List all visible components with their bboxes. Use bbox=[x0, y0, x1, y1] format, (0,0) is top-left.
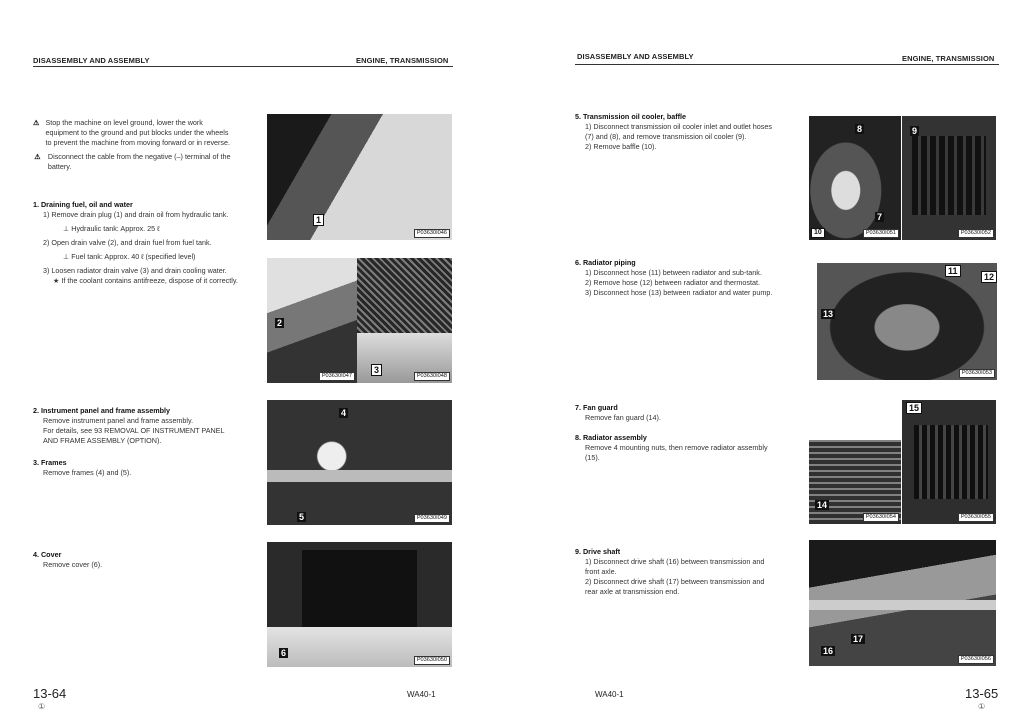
callout-label: 3 bbox=[371, 364, 382, 376]
photo-code: P03630I048 bbox=[414, 372, 450, 381]
step-item: 2) Disconnect drive shaft (17) between transmission and rear axle at transmission end. bbox=[585, 577, 765, 596]
left-header-rule bbox=[33, 66, 453, 67]
step-draining bbox=[33, 200, 238, 286]
step-text: Remove frames (4) and (5). bbox=[43, 468, 132, 477]
revision-mark: ① bbox=[978, 702, 986, 711]
photo-code: P03630I056 bbox=[958, 655, 994, 664]
callout-label: 4 bbox=[341, 408, 347, 418]
step-item: 1) Remove drain plug (1) and drain oil from hydraulic tank. bbox=[43, 210, 229, 219]
step-item: 2) Remove baffle (10). bbox=[585, 142, 657, 151]
callout-label: 1 bbox=[313, 214, 324, 226]
left-header-section: DISASSEMBLY AND ASSEMBLY bbox=[33, 56, 150, 65]
model-label: WA40-1 bbox=[595, 690, 624, 699]
step-title: 1. Draining fuel, oil and water bbox=[33, 200, 133, 209]
callout-label: 9 bbox=[912, 126, 918, 136]
step-oil-cooler bbox=[575, 112, 778, 152]
callout-label: 10 bbox=[811, 228, 825, 238]
capacity-hydraulic: ⊥ Hydraulic tank: Approx. 25 ℓ bbox=[63, 224, 160, 233]
capacity-fuel: ⊥ Fuel tank: Approx. 40 ℓ (specified level) bbox=[63, 252, 196, 261]
step-item: 1) Disconnect transmission oil cooler inlet and outlet hoses (7) and (8), and remove transmission oil cooler (9). bbox=[585, 122, 772, 141]
right-page bbox=[512, 0, 1024, 717]
callout-label: 5 bbox=[299, 512, 305, 522]
photo-oil-cooler bbox=[902, 116, 996, 240]
page-number: 13-64 bbox=[33, 686, 67, 701]
warning-battery: Disconnect the cable from the negative (–) terminal of the battery. bbox=[47, 152, 231, 171]
step-title: 4. Cover bbox=[33, 550, 62, 559]
warning-level-ground: Stop the machine on level ground, lower the work equipment to the ground and put blocks under the wheels to prevent the machine from moving forward or in reverse. bbox=[45, 118, 231, 147]
warning-icon: ⚠ bbox=[34, 152, 41, 161]
step-title: 8. Radiator assembly bbox=[575, 433, 647, 442]
photo-oil-cooler-hoses bbox=[809, 116, 901, 240]
step-title: 7. Fan guard bbox=[575, 403, 618, 412]
photo-radiator-piping bbox=[817, 263, 997, 380]
right-header-section: DISASSEMBLY AND ASSEMBLY bbox=[577, 52, 694, 61]
step-item: 3) Disconnect hose (13) between radiator and water pump. bbox=[585, 288, 773, 297]
step-text: Remove cover (6). bbox=[43, 560, 103, 569]
photo-code: P03630I049 bbox=[414, 514, 450, 523]
photo-code: P03630I054 bbox=[863, 513, 899, 522]
step-item: 2) Open drain valve (2), and drain fuel from fuel tank. bbox=[43, 238, 212, 247]
warning-block bbox=[33, 118, 233, 172]
callout-label: 7 bbox=[877, 212, 883, 222]
step-item: 1) Disconnect drive shaft (16) between transmission and front axle. bbox=[585, 557, 765, 576]
photo-code: P03630I050 bbox=[414, 656, 450, 665]
callout-label: 11 bbox=[945, 265, 961, 277]
photo-frames bbox=[267, 400, 452, 525]
step-text: Remove instrument panel and frame assembly. bbox=[43, 416, 194, 425]
callout-label: 13 bbox=[823, 309, 834, 319]
model-label: WA40-1 bbox=[407, 690, 436, 699]
step-fan-guard bbox=[575, 403, 778, 423]
callout-label: 14 bbox=[817, 500, 828, 510]
photo-code: P03630I046 bbox=[414, 229, 450, 238]
photo-code: P03630I055 bbox=[958, 513, 994, 522]
callout-label: 8 bbox=[857, 124, 863, 134]
photo-fuel-drain bbox=[267, 258, 357, 383]
photo-radiator-drain bbox=[357, 258, 452, 383]
step-item: 1) Disconnect hose (11) between radiator and sub-tank. bbox=[585, 268, 762, 277]
step-text: For details, see 93 REMOVAL OF INSTRUMENT PANEL AND FRAME ASSEMBLY (OPTION). bbox=[43, 426, 225, 445]
photo-hydraulic-drain bbox=[267, 114, 452, 240]
left-header-chapter: ENGINE, TRANSMISSION bbox=[356, 56, 449, 65]
right-header-rule bbox=[575, 64, 999, 65]
step-radiator-assembly bbox=[575, 433, 778, 463]
step-title: 3. Frames bbox=[33, 458, 67, 467]
step-frames bbox=[33, 458, 238, 478]
callout-label: 12 bbox=[981, 271, 997, 283]
step-drive-shaft bbox=[575, 547, 778, 597]
step-cover bbox=[33, 550, 238, 570]
callout-label: 6 bbox=[281, 648, 287, 658]
step-title: 9. Drive shaft bbox=[575, 547, 621, 556]
photo-radiator-assembly bbox=[902, 400, 996, 524]
callout-label: 16 bbox=[823, 646, 834, 656]
step-item: 2) Remove hose (12) between radiator and thermostat. bbox=[585, 278, 760, 287]
step-title: 5. Transmission oil cooler, baffle bbox=[575, 112, 687, 121]
revision-mark: ① bbox=[38, 702, 46, 711]
callout-label: 17 bbox=[853, 634, 864, 644]
callout-label: 15 bbox=[906, 402, 922, 414]
step-title: 6. Radiator piping bbox=[575, 258, 636, 267]
step-radiator-piping bbox=[575, 258, 778, 298]
drain-icon: ⊥ bbox=[63, 252, 70, 261]
photo-fan-guard bbox=[809, 440, 901, 524]
right-header-chapter: ENGINE, TRANSMISSION bbox=[902, 54, 995, 63]
photo-cover bbox=[267, 542, 452, 667]
photo-code: P03630I053 bbox=[959, 369, 995, 378]
step-note: ★ If the coolant contains antifreeze, dispose of it correctly. bbox=[53, 276, 238, 285]
callout-label: 2 bbox=[277, 318, 283, 328]
drain-icon: ⊥ bbox=[63, 224, 70, 233]
step-title: 2. Instrument panel and frame assembly bbox=[33, 406, 171, 415]
warning-icon: ⚠ bbox=[33, 118, 40, 127]
step-text: Remove fan guard (14). bbox=[585, 413, 661, 422]
page-number: 13-65 bbox=[965, 686, 999, 701]
photo-code: P03630I051 bbox=[863, 229, 899, 238]
step-text: Remove 4 mounting nuts, then remove radiator assembly (15). bbox=[585, 443, 768, 462]
step-item: 3) Loosen radiator drain valve (3) and drain cooling water. bbox=[43, 266, 227, 275]
photo-drive-shaft bbox=[809, 540, 996, 666]
step-instrument-panel bbox=[33, 406, 238, 446]
photo-code: P03630I047 bbox=[319, 372, 355, 381]
photo-code: P03630I052 bbox=[958, 229, 994, 238]
